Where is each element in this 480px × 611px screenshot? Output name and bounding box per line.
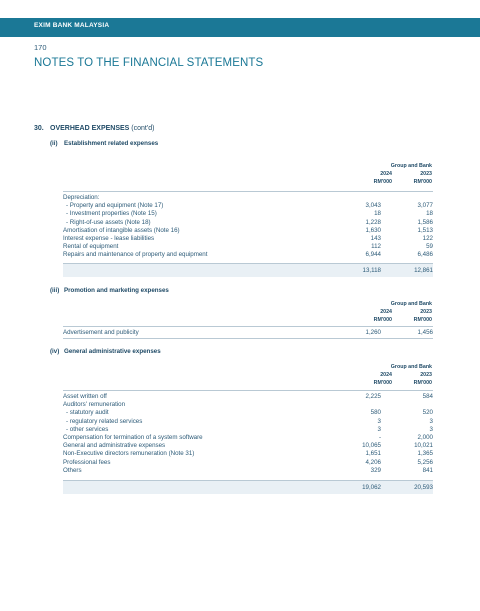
table-row [63, 450, 433, 458]
value-2024: 1,260 [365, 329, 381, 336]
row-label: Non-Executive directors remuneration (Note 31) [63, 450, 195, 458]
row-label: Depreciation: [63, 194, 100, 201]
value-2024: 1,630 [365, 226, 381, 234]
column-year-2024: 2024 [380, 372, 392, 378]
section-title: OVERHEAD EXPENSES [50, 125, 130, 132]
row-label: Others [63, 466, 82, 474]
column-unit-2023: RM'000 [413, 380, 432, 386]
row-label: - Property and equipment (Note 17) [66, 202, 164, 210]
subsection-heading-promotion [50, 287, 169, 294]
table-row [63, 329, 433, 337]
value-2024: 1,651 [365, 450, 381, 458]
row-label: Advertisement and publicity [63, 329, 139, 336]
subsection-heading-general [50, 348, 161, 355]
column-unit-2023: RM'000 [413, 179, 432, 185]
value-2023: 3,077 [417, 202, 433, 210]
general-total-row [63, 481, 433, 494]
section-heading [34, 125, 154, 132]
value-2024: 580 [370, 409, 381, 417]
divider [63, 338, 433, 339]
table-row [63, 235, 433, 243]
row-label: Professional fees [63, 458, 111, 466]
table-row [63, 210, 433, 218]
value-2023: 520 [422, 409, 433, 417]
row-label: - regulatory related services [66, 417, 143, 425]
table-row [63, 409, 433, 417]
divider [63, 326, 433, 327]
section-number: 30. [34, 125, 44, 132]
table-row [63, 434, 433, 442]
table-row [63, 459, 433, 467]
table-row [63, 426, 433, 434]
value-2023: 841 [422, 466, 433, 474]
table-row [63, 194, 433, 202]
value-2024: 3,043 [365, 202, 381, 210]
divider [63, 390, 433, 391]
column-year-2023: 2023 [420, 309, 432, 315]
table-row [63, 251, 433, 259]
column-unit-2024: RM'000 [373, 380, 392, 386]
value-2023: 59 [426, 243, 433, 251]
column-unit-2024: RM'000 [373, 317, 392, 323]
column-group-header: Group and Bank [390, 163, 432, 169]
subsection-title: General administrative expenses [64, 348, 161, 355]
total-2024: 13,118 [362, 267, 381, 274]
value-2024: 18 [374, 210, 381, 218]
value-2024: 112 [371, 243, 381, 251]
subsection-number: (ii) [50, 140, 58, 147]
value-2024: 3 [377, 417, 381, 425]
subsection-heading-establishment [50, 140, 158, 147]
establishment-total-row [63, 264, 433, 277]
row-label: Repairs and maintenance of property and equipment [63, 251, 208, 259]
value-2024: 3 [377, 425, 381, 433]
value-2023: 10,021 [414, 442, 433, 450]
subsection-number: (iv) [50, 348, 60, 355]
value-2023: 1,586 [417, 218, 433, 226]
row-label: Compensation for termination of a system software [63, 434, 203, 441]
section-suffix: (cont'd) [129, 125, 155, 132]
value-2023: 1,513 [417, 226, 433, 234]
org-name: EXIM BANK MALAYSIA [34, 22, 110, 29]
value-2023: 6,486 [417, 251, 433, 259]
value-2024: 143 [370, 235, 381, 242]
subsection-number: (iii) [50, 287, 60, 294]
row-label: - Investment properties (Note 15) [66, 210, 157, 218]
table-row [63, 202, 433, 210]
column-group-header: Group and Bank [390, 301, 432, 307]
subsection-title: Establishment related expenses [64, 140, 159, 147]
table-row [63, 467, 433, 475]
total-2024: 19,062 [362, 484, 381, 491]
column-group-header: Group and Bank [390, 364, 432, 370]
row-label: General and administrative expenses [63, 442, 166, 450]
value-2024: 6,944 [365, 251, 381, 259]
value-2024: 4,206 [365, 458, 381, 466]
total-2023: 20,593 [414, 484, 433, 491]
value-2023: 5,256 [417, 458, 433, 466]
value-2024: - [378, 434, 381, 441]
value-2023: 3 [429, 417, 433, 425]
page-number: 170 [34, 43, 47, 52]
value-2024: 1,228 [365, 218, 381, 226]
total-2023: 12,861 [414, 267, 433, 274]
value-2023: 122 [422, 235, 433, 242]
row-label: Rental of equipment [63, 243, 119, 251]
value-2023: 1,456 [417, 329, 433, 336]
column-year-2024: 2024 [380, 309, 392, 315]
row-label: - Right-of-use assets (Note 18) [66, 218, 151, 226]
subsection-title: Promotion and marketing expenses [64, 287, 169, 294]
value-2023: 2,000 [417, 434, 433, 441]
value-2023: 18 [426, 210, 433, 218]
table-row [63, 442, 433, 450]
table-row [63, 418, 433, 426]
table-row [63, 219, 433, 227]
table-row [63, 393, 433, 401]
column-unit-2023: RM'000 [413, 317, 432, 323]
row-label: Interest expense - lease liabilities [63, 235, 155, 242]
value-2023: 3 [429, 425, 433, 433]
row-label: - statutory audit [66, 409, 109, 417]
table-row [63, 243, 433, 251]
value-2024: 2,225 [365, 393, 381, 400]
value-2023: 1,365 [417, 450, 433, 458]
table-row [63, 227, 433, 235]
column-year-2023: 2023 [420, 171, 432, 177]
row-label: Amortisation of intangible assets (Note 16) [63, 226, 180, 234]
table-row [63, 401, 433, 409]
row-label: Auditors' remuneration [63, 401, 126, 409]
value-2024: 10,065 [362, 442, 381, 450]
column-year-2023: 2023 [420, 372, 432, 378]
value-2023: 584 [422, 393, 433, 400]
row-label: - other services [66, 425, 109, 433]
divider [63, 191, 433, 192]
column-unit-2024: RM'000 [373, 179, 392, 185]
page-title: NOTES TO THE FINANCIAL STATEMENTS [34, 57, 264, 69]
column-year-2024: 2024 [380, 171, 392, 177]
header-banner [0, 18, 480, 37]
value-2024: 329 [370, 466, 381, 474]
row-label: Asset written off [63, 393, 107, 400]
